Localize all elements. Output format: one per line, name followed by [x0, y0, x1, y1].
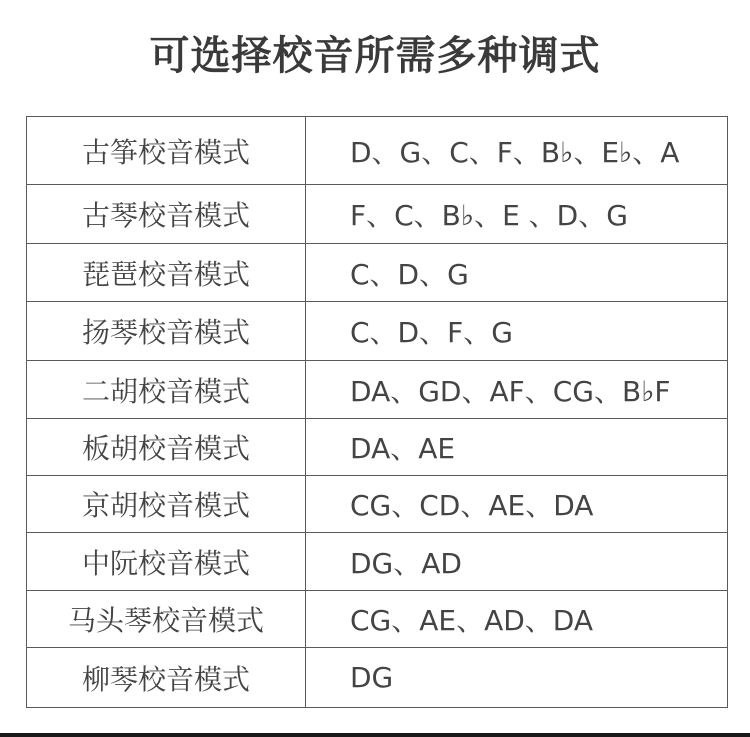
tuning-mode-name: 马头琴校音模式: [27, 591, 306, 647]
table-row: [27, 117, 727, 185]
table-row: [27, 302, 727, 361]
tuning-mode-name: 中阮校音模式: [27, 533, 306, 590]
table-row: [27, 244, 727, 302]
table-row: [27, 591, 727, 648]
tuning-mode-name: 古琴校音模式: [27, 185, 306, 243]
tuning-keys: DA、GD、AF、CG、B♭F: [350, 374, 671, 408]
tuning-keys: C、D、G: [350, 257, 469, 291]
table-row: [27, 419, 727, 476]
tuning-keys: C、D、F、G: [350, 316, 513, 349]
tuning-modes-table: [26, 116, 728, 708]
tuning-mode-name: 扬琴校音模式: [27, 302, 306, 360]
tuning-keys: D、G、C、F、B♭、E♭、A: [350, 135, 680, 169]
tuning-keys: CG、AE、AD、DA: [350, 604, 594, 637]
tuning-mode-name: 二胡校音模式: [27, 361, 306, 418]
page-title: 可选择校音所需多种调式: [149, 33, 601, 79]
tuning-mode-name: 板胡校音模式: [27, 419, 306, 475]
bottom-divider: [0, 733, 750, 737]
tuning-keys: DA、AE: [350, 432, 456, 465]
tuning-mode-name: 京胡校音模式: [27, 476, 306, 532]
table-row: [27, 533, 727, 591]
tuning-keys: CG、CD、AE、DA: [350, 489, 594, 522]
tuning-mode-name: 柳琴校音模式: [27, 648, 306, 707]
table-row: [27, 476, 727, 533]
table-row: [27, 648, 727, 707]
table-row: [27, 185, 727, 244]
tuning-keys: DG: [350, 661, 394, 694]
tuning-keys: DG、AD: [350, 546, 462, 580]
tuning-mode-name: 琵琶校音模式: [27, 244, 306, 301]
tuning-keys: F、C、B♭、E 、D、G: [350, 199, 628, 232]
tuning-mode-name: 古筝校音模式: [27, 117, 306, 184]
table-row: [27, 361, 727, 419]
